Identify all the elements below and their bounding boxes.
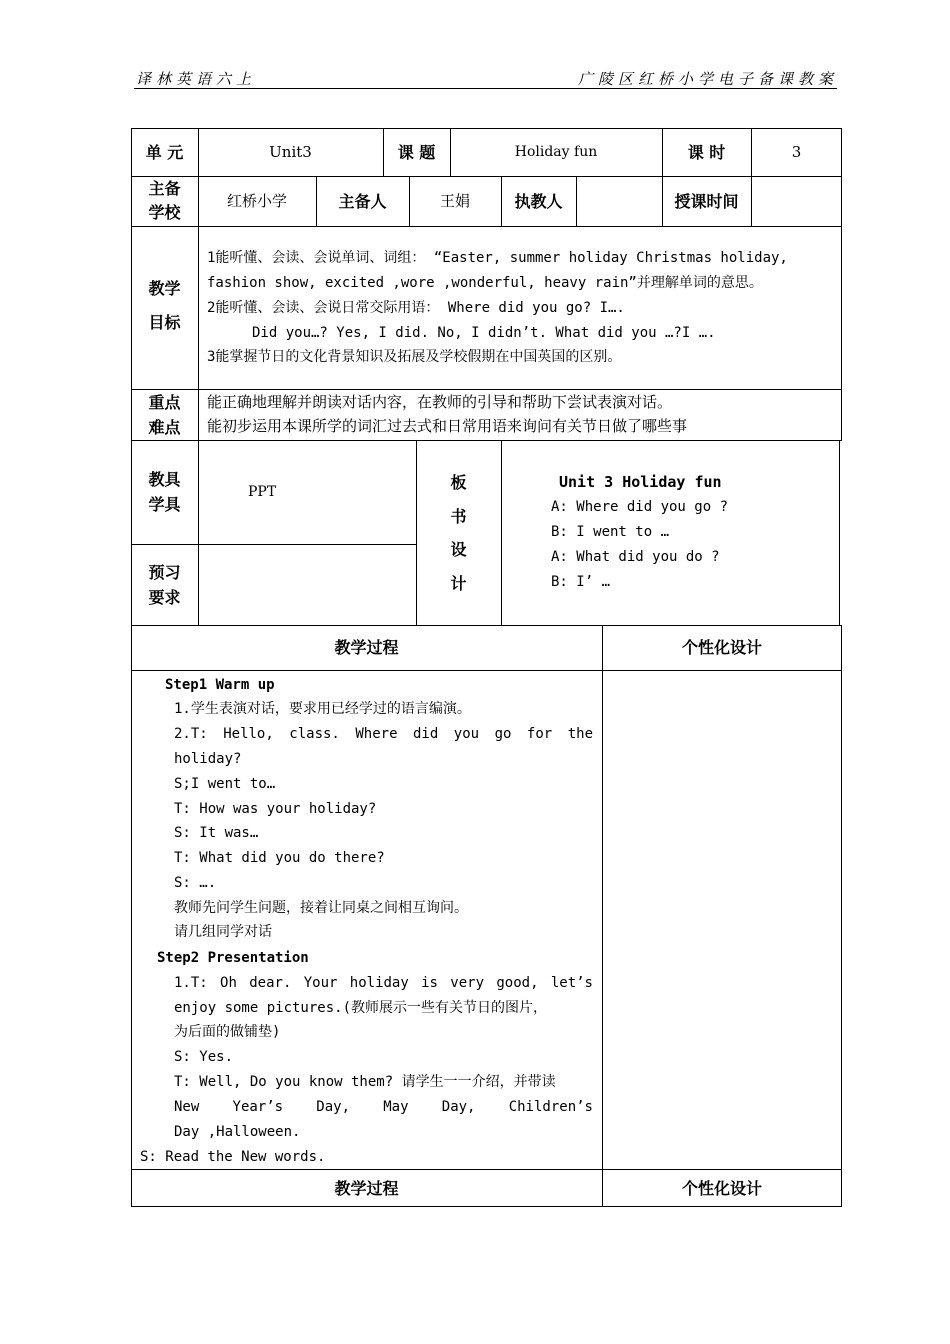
divider bbox=[501, 440, 502, 626]
goals-label-line2: 目标 bbox=[148, 313, 181, 332]
board-label-char: 板 bbox=[450, 473, 467, 492]
tools-label bbox=[131, 467, 198, 517]
board-title: Unit 3 Holiday fun bbox=[559, 473, 722, 491]
goal-line: Did you…? Yes, I did. No, I didn’t. What did you …?I …. bbox=[252, 325, 716, 341]
step1-line: T: What did you do there? bbox=[174, 850, 385, 866]
board-line: A: What did you do ? bbox=[551, 549, 720, 565]
unit-label: 单 元 bbox=[145, 143, 184, 162]
preview-label-line2: 要求 bbox=[148, 588, 181, 607]
school-label-line2: 学校 bbox=[148, 203, 181, 222]
board-label-char: 书 bbox=[450, 506, 467, 526]
last-line: S: Read the New words. bbox=[140, 1149, 326, 1165]
unit-value: Unit3 bbox=[269, 143, 312, 161]
preparer-value: 王娟 bbox=[439, 192, 470, 210]
step2-line: enjoy some pictures.(教师展示一些有关节日的图片， bbox=[174, 1000, 548, 1016]
keypoint-line: 能初步运用本课所学的词汇过去式和日常用语来询问有关节日做了哪些事 bbox=[207, 417, 688, 435]
step2-title: Step2 Presentation bbox=[157, 950, 309, 966]
keypoints-label-line2: 难点 bbox=[148, 418, 181, 437]
divider bbox=[131, 176, 842, 177]
board-label-char: 设 bbox=[450, 540, 467, 559]
step1-line: 教师先问学生问题，接着让同桌之间相互询问。 bbox=[174, 900, 468, 916]
divider bbox=[576, 176, 577, 227]
keypoint-line: 能正确地理解并朗读对话内容，在教师的引导和帮助下尝试表演对话。 bbox=[207, 393, 673, 411]
preparer-label: 主备人 bbox=[338, 192, 387, 211]
school-label bbox=[131, 177, 198, 225]
step2-line: New Year’s Day, May Day, Children’s bbox=[174, 1099, 593, 1115]
school-label-line1: 主备 bbox=[148, 179, 181, 198]
divider bbox=[131, 670, 842, 671]
header-rule bbox=[134, 88, 837, 89]
step1-line: 请几组同学对话 bbox=[174, 924, 272, 940]
period-label: 课 时 bbox=[687, 143, 726, 162]
goal-line: 3能掌握节日的文化背景知识及拓展及学校假期在中国英国的区别。 bbox=[207, 349, 622, 365]
teacher-label: 执教人 bbox=[514, 192, 563, 211]
step1-line: T: How was your holiday? bbox=[174, 801, 377, 817]
divider bbox=[602, 625, 603, 1207]
tools-label-line2: 学具 bbox=[148, 495, 181, 514]
header-left: 译林英语六上 bbox=[136, 70, 257, 88]
time-label: 授课时间 bbox=[674, 192, 739, 211]
divider bbox=[198, 440, 199, 626]
goal-line: 2能听懂、会读、会说日常交际用语： Where did you go? I…. bbox=[207, 300, 625, 316]
process-header: 教学过程 bbox=[334, 638, 399, 657]
step1-line: S: …. bbox=[174, 875, 217, 891]
topic-value: Holiday fun bbox=[514, 144, 598, 160]
step2-line: S: Yes. bbox=[174, 1049, 234, 1065]
keypoints-label bbox=[131, 390, 198, 440]
goal-line: 1能听懂、会读、会说单词、词组： “Easter, summer holiday Christmas holiday, bbox=[207, 250, 788, 266]
personal-design-footer-header: 个性化设计 bbox=[681, 1179, 762, 1198]
topic-label: 课 题 bbox=[397, 143, 436, 162]
goals-label bbox=[131, 272, 198, 340]
step1-line: 1.学生表演对话，要求用已经学过的语言编演。 bbox=[174, 701, 471, 717]
divider bbox=[198, 226, 199, 390]
personal-design-header: 个性化设计 bbox=[681, 638, 762, 657]
header-right: 广陵区红桥小学电子备课教案 bbox=[577, 70, 838, 88]
step1-line: S;I went to… bbox=[174, 776, 276, 792]
board-label-char: 计 bbox=[450, 573, 467, 593]
divider bbox=[131, 544, 416, 545]
step2-line: 1.T: Oh dear. Your holiday is very good, let’s bbox=[174, 975, 593, 991]
board-label bbox=[416, 466, 501, 600]
step2-line: 为后面的做铺垫) bbox=[174, 1024, 281, 1040]
preview-label-line1: 预习 bbox=[148, 563, 181, 582]
step2-line: Day ,Halloween. bbox=[174, 1124, 301, 1140]
board-line: B: I went to … bbox=[551, 524, 670, 540]
divider bbox=[198, 389, 199, 441]
step1-line: holiday? bbox=[174, 751, 242, 767]
step2-line: T: Well, Do you know them? 请学生一一介绍，并带读 bbox=[174, 1074, 556, 1090]
keypoints-label-line1: 重点 bbox=[148, 393, 181, 412]
step1-title: Step1 Warm up bbox=[165, 677, 275, 693]
process-footer-header: 教学过程 bbox=[334, 1179, 399, 1198]
goals-label-line1: 教学 bbox=[148, 279, 181, 298]
preview-label bbox=[131, 560, 198, 610]
step1-line: S: It was… bbox=[174, 825, 259, 841]
tools-value: PPT bbox=[248, 484, 277, 500]
school-value: 红桥小学 bbox=[226, 192, 287, 210]
tools-label-line1: 教具 bbox=[148, 470, 181, 489]
board-line: A: Where did you go ? bbox=[551, 499, 729, 515]
period-value: 3 bbox=[791, 143, 802, 161]
step1-line: 2.T: Hello, class. Where did you go for the bbox=[174, 726, 593, 742]
board-line: B: I’ … bbox=[551, 574, 611, 590]
goal-line: fashion show, excited ,wore ,wonderful, heavy rain”并理解单词的意思。 bbox=[207, 275, 763, 291]
